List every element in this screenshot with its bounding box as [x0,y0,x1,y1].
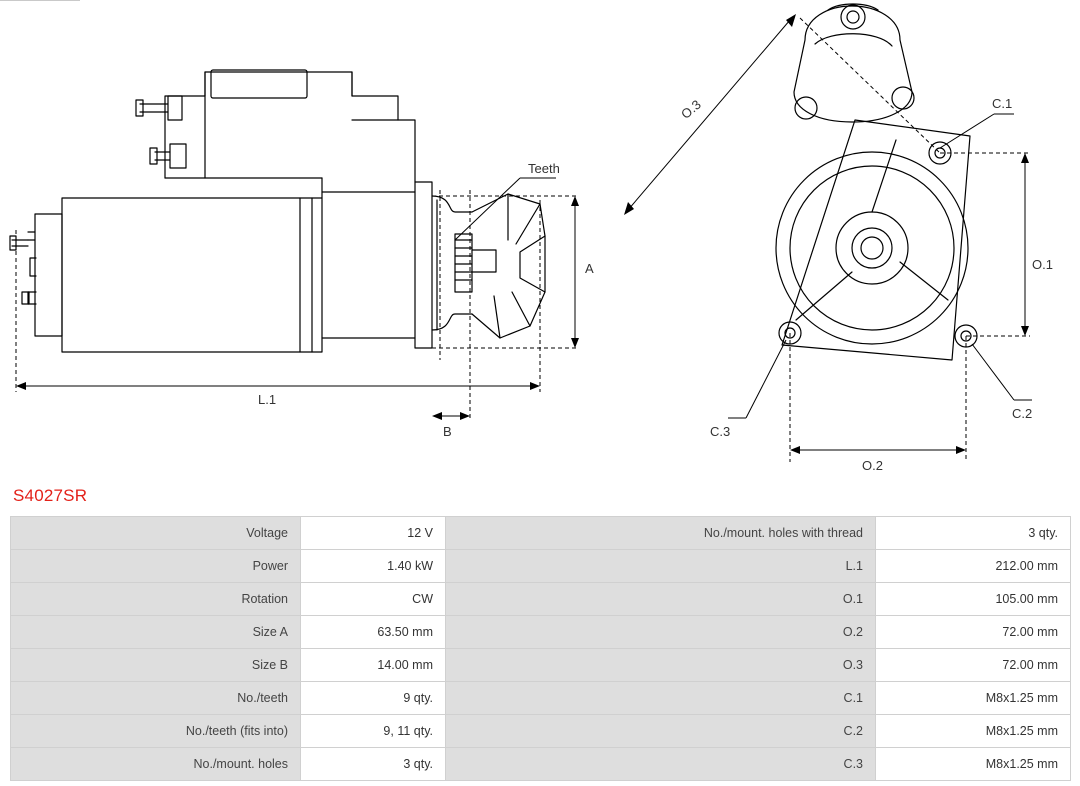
teeth-label: Teeth [528,161,560,176]
starter-side-view-drawing [0,0,600,478]
dimension-label-l1: L.1 [258,392,277,407]
table-row [11,649,1071,682]
spec-value: 105.00 mm [876,583,1071,616]
spec-value: 3 qty. [876,517,1071,550]
table-row [11,616,1071,649]
table-row [11,550,1071,583]
spec-value: 3 qty. [301,748,446,781]
spec-label: C.1 [446,682,876,715]
spec-label: No./mount. holes with thread [446,517,876,550]
dimension-label-o3: O.3 [678,96,704,122]
spec-label: O.2 [446,616,876,649]
spec-value: 9, 11 qty. [301,715,446,748]
spec-label: Size A [11,616,301,649]
dimension-label-a: A [585,261,594,276]
spec-label: O.1 [446,583,876,616]
spec-label: Size B [11,649,301,682]
dimension-label-b: B [443,424,452,439]
table-row [11,583,1071,616]
spec-label: No./teeth [11,682,301,715]
part-number: S4027SR [13,486,88,505]
table-row [11,715,1071,748]
dimension-label-c2: C.2 [1012,406,1033,421]
dimension-label-c1: C.1 [992,96,1013,111]
spec-value: 14.00 mm [301,649,446,682]
spec-value: M8x1.25 mm [876,682,1071,715]
spec-value: 12 V [301,517,446,550]
table-row [11,517,1071,550]
spec-label: C.3 [446,748,876,781]
dimension-label-o1: O.1 [1032,257,1053,272]
dimension-label-o2: O.2 [862,458,883,473]
specifications-table [10,516,1070,781]
table-row [11,682,1071,715]
spec-value: 9 qty. [301,682,446,715]
spec-label: Voltage [11,517,301,550]
starter-front-view-drawing [600,0,1080,478]
spec-label: No./mount. holes [11,748,301,781]
spec-label: L.1 [446,550,876,583]
spec-value: M8x1.25 mm [876,748,1071,781]
spec-value: 63.50 mm [301,616,446,649]
spec-label: Power [11,550,301,583]
spec-rows [11,517,1071,781]
dimension-label-c3: C.3 [710,424,731,439]
spec-label: O.3 [446,649,876,682]
spec-value: 1.40 kW [301,550,446,583]
spec-value: 212.00 mm [876,550,1071,583]
spec-value: M8x1.25 mm [876,715,1071,748]
spec-value: 72.00 mm [876,649,1071,682]
spec-value: CW [301,583,446,616]
spec-label: C.2 [446,715,876,748]
spec-label: Rotation [11,583,301,616]
spec-value: 72.00 mm [876,616,1071,649]
table-row [11,748,1071,781]
spec-label: No./teeth (fits into) [11,715,301,748]
